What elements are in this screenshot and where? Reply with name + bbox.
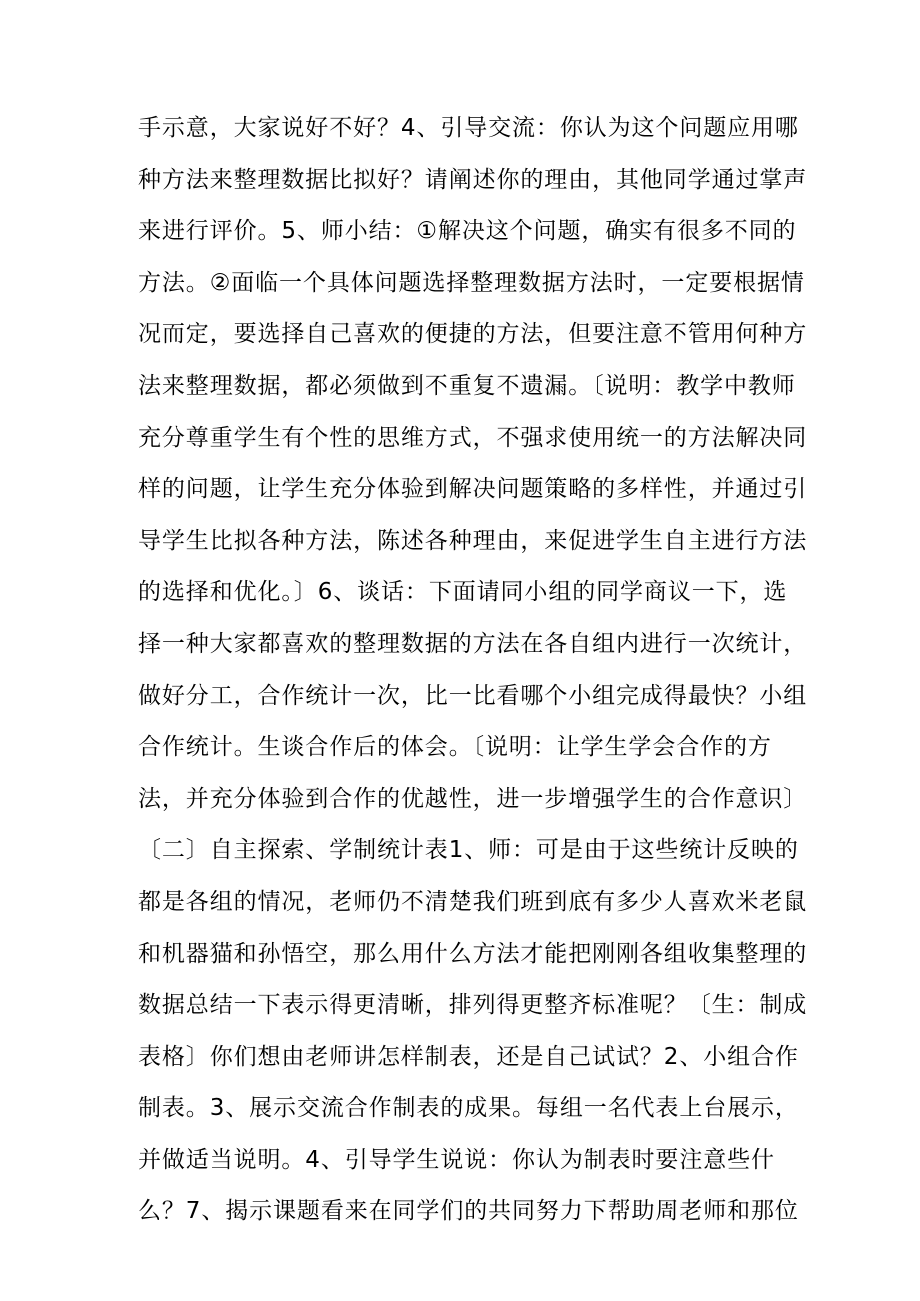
text-line: 法，并充分体验到合作的优越性，进一步增强学生的合作意识〕 [138,785,808,812]
text-line: 和机器猫和孙悟空，那么用什么方法才能把刚刚各组收集整理的 [138,940,808,967]
text-line: 来进行评价。5、师小结：①解决这个问题，确实有很多不同的 [138,218,797,245]
text-line: 方法。②面临一个具体问题选择整理数据方法时，一定要根据情 [138,269,805,296]
text-line: 样的问题，让学生充分体验到解决问题策略的多样性，并通过引 [138,476,808,503]
text-line: 充分尊重学生有个性的思维方式，不强求使用统一的方法解决同 [138,424,808,451]
text-line: 么？7、揭示课题看来在同学们的共同努力下帮助周老师和那位 [138,1198,799,1225]
text-line: 况而定，要选择自己喜欢的便捷的方法，但要注意不管用何种方 [138,321,808,348]
text-line: 数据总结一下表示得更清晰，排列得更整齐标准呢？〔生：制成 [138,992,808,1019]
text-line: 法来整理数据，都必须做到不重复不遗漏。〔说明：教学中教师 [138,372,796,399]
text-line: 择一种大家都喜欢的整理数据的方法在各自组内进行一次统计， [138,630,808,657]
text-line: 制表。3、展示交流合作制表的成果。每组一名代表上台展示， [138,1095,799,1122]
text-line: 手示意，大家说好不好？4、引导交流：你认为这个问题应用哪 [138,115,799,141]
text-line: 的选择和优化。〕6、谈话：下面请同小组的同学商议一下，选 [138,579,788,606]
text-line: 都是各组的情况，老师仍不清楚我们班到底有多少人喜欢米老鼠 [138,888,808,915]
text-line: 种方法来整理数据比拟好？请阐述你的理由，其他同学通过掌声 [138,166,808,193]
body-text [138,103,808,1238]
text-line: 并做适当说明。4、引导学生说说：你认为制表时要注意些什 [138,1146,775,1173]
text-line: 〔二〕自主探索、学制统计表1、师：可是由于这些统计反映的 [138,837,799,864]
text-line: 表格〕你们想由老师讲怎样制表，还是自己试试？2、小组合作 [138,1043,799,1070]
text-line: 合作统计。生谈合作后的体会。〔说明：让学生学会合作的方 [138,734,772,761]
text-line: 导学生比拟各种方法，陈述各种理由，来促进学生自主进行方法 [138,527,808,554]
text-line: 做好分工，合作统计一次，比一比看哪个小组完成得最快？小组 [138,682,808,709]
